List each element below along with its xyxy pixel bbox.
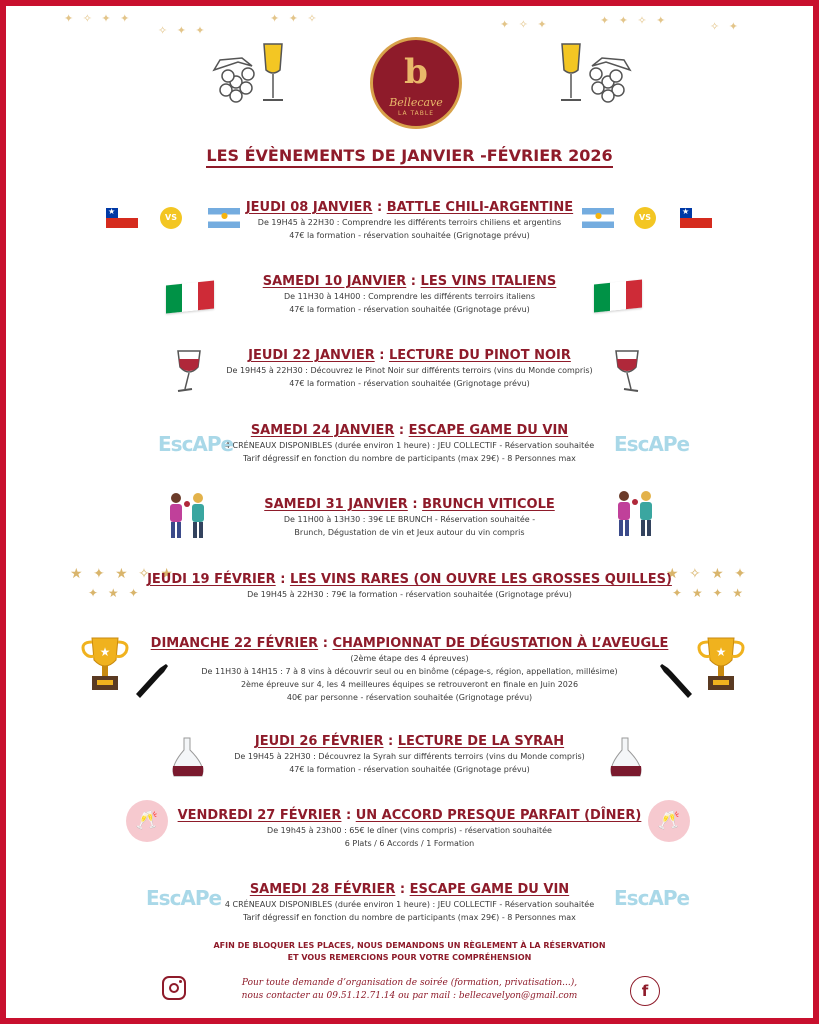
event-line: De 19H45 à 22H30 : Comprendre les différents terroirs chiliens et argentins	[257, 218, 562, 227]
wine-bottle-icon	[658, 660, 696, 700]
event-line: 47€ la formation - réservation souhaitée (Grignotage prévu)	[289, 379, 530, 388]
stars-decoration: ✦ ✧ ✦	[500, 18, 550, 31]
stars-decoration: ★ ✧ ★ ✦	[666, 566, 749, 582]
svg-text:★: ★	[715, 645, 727, 659]
event-line: De 11H00 à 13H30 : 39€ LE BRUNCH - Réservation souhaitée -	[283, 515, 536, 524]
dinner-toast-icon: 🥂	[648, 800, 690, 842]
event-title: SAMEDI 28 FÉVRIER : ESCAPE GAME DU VIN	[249, 882, 570, 897]
people-toasting-icon	[612, 488, 658, 540]
event-1	[0, 274, 819, 315]
chile-flag-icon	[680, 208, 712, 228]
vs-icon: VS	[634, 207, 656, 229]
contact-line: nous contacter au 09.51.12.71.14 ou par mail : bellecavelyon@gmail.com	[241, 991, 578, 1001]
stars-decoration: ✦ ★ ✦ ★	[672, 586, 747, 600]
notice-line: ET VOUS REMERCIONS POUR VOTRE COMPRÉHENSION	[287, 953, 532, 962]
contact-line: Pour toute demande d’organisation de soirée (formation, privatisation...),	[241, 978, 578, 988]
event-title: JEUDI 08 JANVIER : BATTLE CHILI-ARGENTINE	[245, 200, 574, 215]
decanter-icon	[606, 736, 646, 780]
escape-logo-icon: EscAPe	[146, 886, 222, 910]
stars-decoration: ✦ ✦ ✧ ✦	[600, 14, 669, 27]
event-line: 47€ la formation - réservation souhaitée (Grignotage prévu)	[289, 765, 530, 774]
chile-flag-icon	[106, 208, 138, 228]
logo-tagline: LA TABLE	[397, 110, 435, 117]
event-line: Tarif dégressif en fonction du nombre de participants (max 29€) - 8 Personnes max	[243, 454, 576, 463]
red-wine-glass-icon	[172, 345, 206, 395]
event-line: 4 CRÉNEAUX DISPONIBLES (durée environ 1 heure) : JEU COLLECTIF - Réservation souhaitée	[224, 900, 595, 909]
event-line: De 11H30 à 14H15 : 7 à 8 vins à découvrir seul ou en binôme (cépage-s, région, appellation, millésime)	[201, 667, 618, 676]
contact-info	[0, 977, 819, 1003]
bellecave-logo	[370, 37, 462, 129]
event-4	[0, 497, 819, 538]
trophy-icon	[694, 634, 748, 694]
stars-decoration: ✧ ✦ ✦	[158, 24, 208, 37]
facebook-icon[interactable]: f	[630, 976, 660, 1006]
event-line: 4 CRÉNEAUX DISPONIBLES (durée environ 1 heure) : JEU COLLECTIF - Réservation souhaitée	[224, 441, 595, 450]
event-line: De 19H45 à 22H30 : Découvrez le Pinot Noir sur différents terroirs (vins du Monde compris)	[226, 366, 593, 375]
event-line: (2ème étape des 4 épreuves)	[350, 654, 469, 663]
grapes-glass-icon	[208, 40, 292, 110]
argentina-flag-icon	[208, 208, 240, 228]
stars-decoration: ✧ ✦	[710, 20, 741, 33]
event-5	[0, 572, 819, 600]
logo-name: Bellecave	[389, 96, 443, 109]
stars-decoration: ✦ ✦ ✧	[270, 12, 320, 25]
event-line: 2ème épreuve sur 4, les 4 meilleures équipes se retrouveront en finale en Juin 2026	[240, 680, 579, 689]
page-title: LES ÉVÈNEMENTS DE JANVIER -FÉVRIER 2026	[0, 146, 819, 165]
event-2	[0, 348, 819, 389]
stars-decoration: ✦ ✧ ✦ ✦	[64, 12, 133, 25]
event-title: SAMEDI 24 JANVIER : ESCAPE GAME DU VIN	[250, 423, 569, 438]
wine-bottle-icon	[132, 660, 170, 700]
escape-logo-icon: EscAPe	[614, 432, 690, 456]
event-title: DIMANCHE 22 FÉVRIER : CHAMPIONNAT DE DÉGUSTATION À L’AVEUGLE	[150, 636, 669, 651]
event-line: 40€ par personne - réservation souhaitée (Grignotage prévu)	[286, 693, 533, 702]
event-line: De 19h45 à 23h00 : 65€ le dîner (vins compris) - réservation souhaitée	[267, 826, 552, 835]
notice-line: AFIN DE BLOQUER LES PLACES, NOUS DEMANDONS UN RÈGLEMENT À LA RÉSERVATION	[213, 941, 606, 950]
logo-letter: b	[404, 52, 428, 92]
argentina-flag-icon	[582, 208, 614, 228]
event-line: 47€ la formation - réservation souhaitée (Grignotage prévu)	[289, 305, 530, 314]
event-8	[0, 808, 819, 849]
decanter-icon	[168, 736, 208, 780]
red-wine-glass-icon	[610, 345, 644, 395]
italy-flag-icon	[594, 279, 642, 312]
event-7	[0, 734, 819, 775]
payment-notice	[0, 940, 819, 964]
event-title: SAMEDI 31 JANVIER : BRUNCH VITICOLE	[264, 497, 555, 512]
event-line: Tarif dégressif en fonction du nombre de participants (max 29€) - 8 Personnes max	[243, 913, 576, 922]
event-title: JEUDI 26 FÉVRIER : LECTURE DE LA SYRAH	[254, 734, 565, 749]
event-9	[0, 882, 819, 923]
event-line: De 11H30 à 14H00 : Comprendre les différents terroirs italiens	[283, 292, 536, 301]
grapes-glass-icon	[552, 40, 636, 110]
stars-decoration: ★ ✦ ★ ✧ ★	[70, 566, 176, 582]
event-line: 47€ la formation - réservation souhaitée (Grignotage prévu)	[289, 231, 530, 240]
event-line: 6 Plats / 6 Accords / 1 Formation	[344, 839, 475, 848]
event-line: Brunch, Dégustation de vin et Jeux autour du vin compris	[294, 528, 525, 537]
event-title: JEUDI 19 FÉVRIER : LES VINS RARES (ON OUVRE LES GROSSES QUILLES)	[147, 572, 672, 587]
vs-icon: VS	[160, 207, 182, 229]
event-title: JEUDI 22 JANVIER : LECTURE DU PINOT NOIR	[248, 348, 571, 363]
event-title: SAMEDI 10 JANVIER : LES VINS ITALIENS	[262, 274, 557, 289]
italy-flag-icon	[166, 280, 214, 313]
event-3	[0, 423, 819, 464]
escape-logo-icon: EscAPe	[614, 886, 690, 910]
event-title: VENDREDI 27 FÉVRIER : UN ACCORD PRESQUE PARFAIT (DÎNER)	[177, 808, 642, 823]
trophy-icon	[78, 634, 132, 694]
dinner-toast-icon: 🥂	[126, 800, 168, 842]
escape-logo-icon: EscAPe	[158, 432, 234, 456]
people-toasting-icon	[164, 490, 210, 542]
event-line: De 19H45 à 22H30 : 79€ la formation - réservation souhaitée (Grignotage prévu)	[247, 590, 572, 599]
stars-decoration: ✦ ★ ✦	[88, 586, 142, 600]
event-line: De 19H45 à 22H30 : Découvrez la Syrah sur différents terroirs (vins du Monde compris)	[234, 752, 585, 761]
svg-text:★: ★	[99, 645, 111, 659]
